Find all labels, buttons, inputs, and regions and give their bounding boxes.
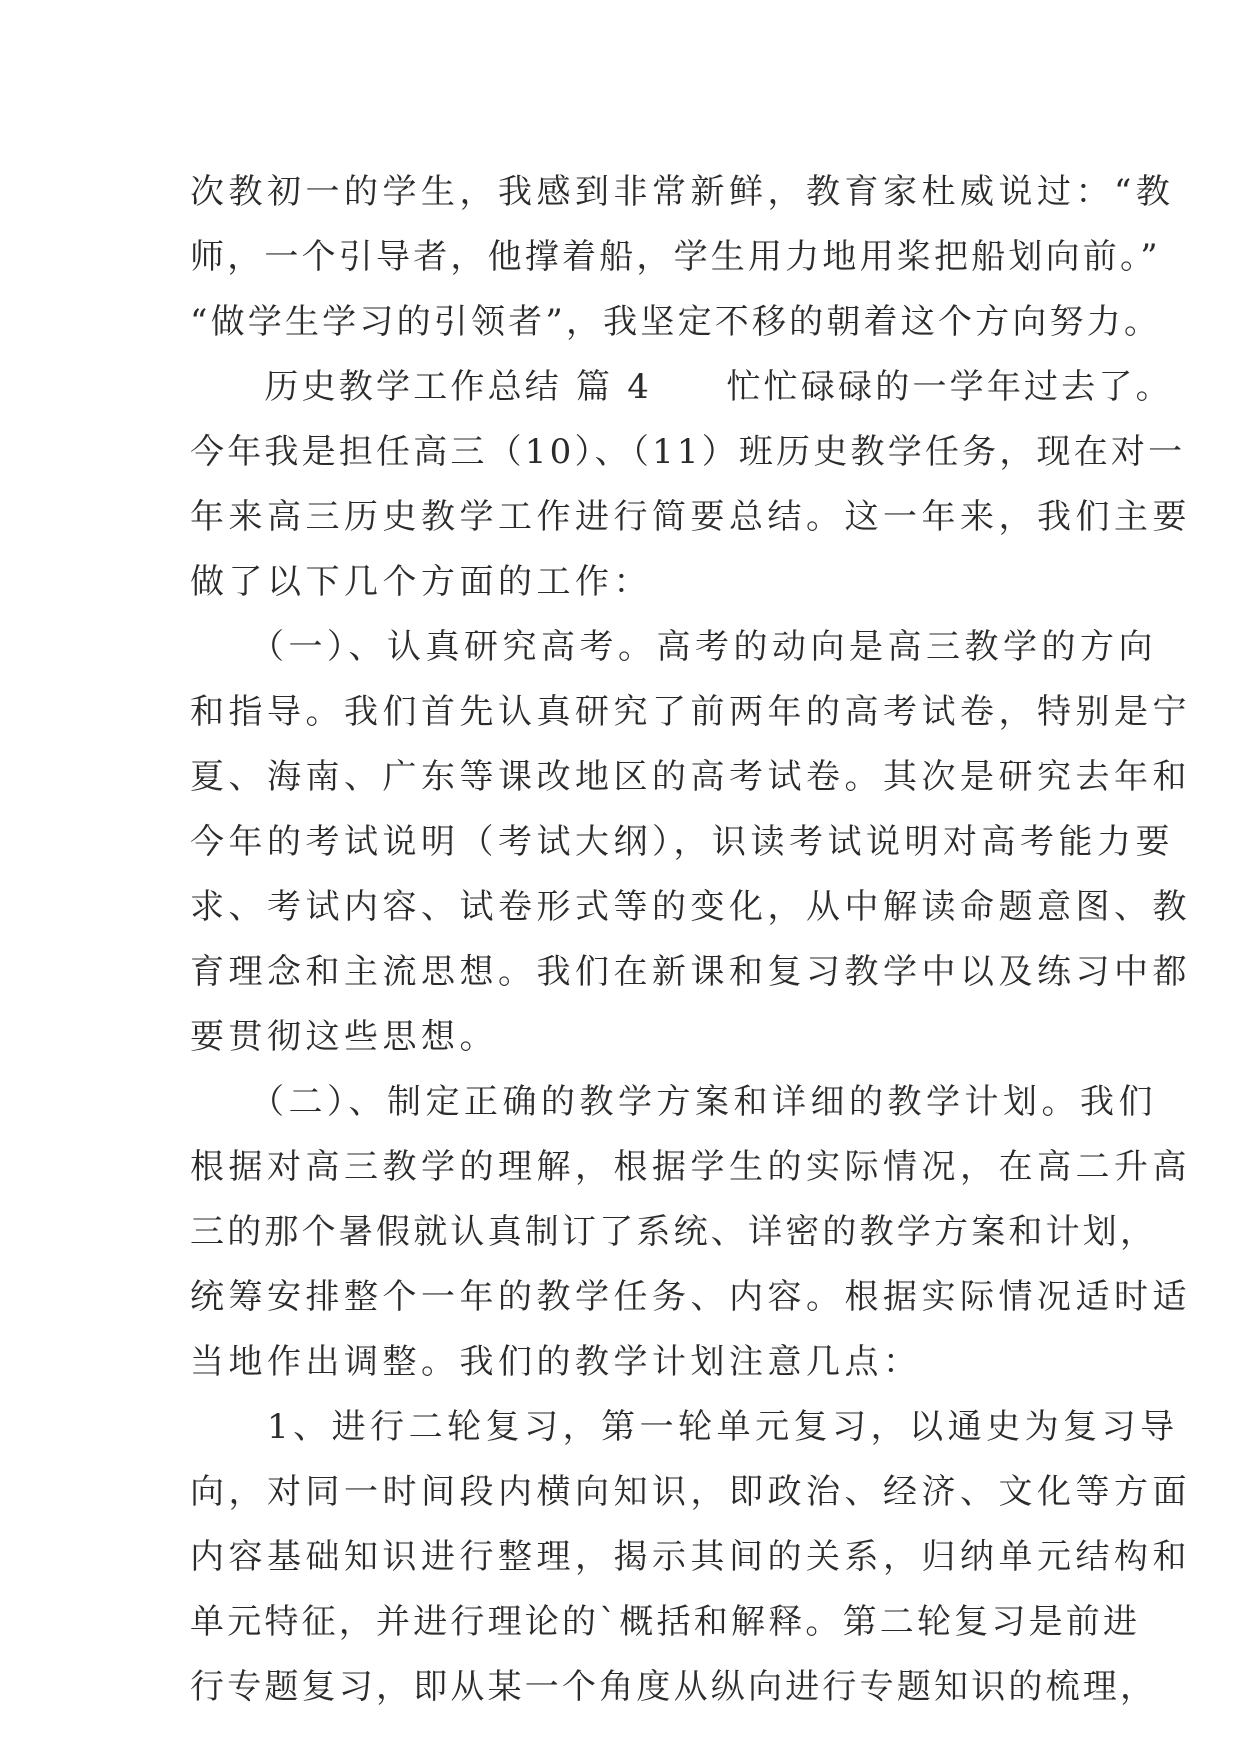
text-line: 年来高三历史教学工作进行简要总结。这一年来，我们主要 [190,497,1191,537]
text-line: 1、进行二轮复习，第一轮单元复习，以通史为复习导 [190,1407,1179,1447]
text-line: 师，一个引导者，他撑着船，学生用力地用桨把船划向前。” [190,237,1161,277]
text-line: 统筹安排整个一年的教学任务、内容。根据实际情况适时适 [190,1277,1191,1317]
text-line: 行专题复习，即从某一个角度从纵向进行专题知识的梳理， [190,1667,1158,1707]
text-line: 夏、海南、广东等课改地区的高考试卷。其次是研究去年和 [190,757,1191,797]
text-line: 当地作出调整。我们的教学计划注意几点： [190,1342,922,1382]
text-line: 要贯彻这些思想。 [190,1017,498,1057]
text-line: 求、考试内容、试卷形式等的变化，从中解读命题意图、教 [190,887,1191,927]
text-line: 今年的考试说明（考试大纲），识读考试说明对高考能力要 [190,822,1174,862]
text-line: 次教初一的学生，我感到非常新鲜，教育家杜威说过：“教 [190,172,1175,212]
text-line: （二）、制定正确的教学方案和详细的教学计划。我们 [190,1082,1157,1122]
section-heading-line: 历史教学工作总结 篇 4 忙忙碌碌的一学年过去了。 [190,367,1173,407]
text-line: 做了以下几个方面的工作： [190,562,652,602]
text-line: 和指导。我们首先认真研究了前两年的高考试卷，特别是宁 [190,692,1191,732]
text-line: 单元特征，并进行理论的`概括和解释。第二轮复习是前进 [190,1602,1141,1642]
text-line: 根据对高三教学的理解，根据学生的实际情况，在高二升高 [190,1147,1191,1187]
text-line: 三的那个暑假就认真制订了系统、详密的教学方案和计划， [190,1212,1158,1252]
text-line: （一）、认真研究高考。高考的动向是高三教学的方向 [190,627,1157,667]
text-line: 向，对同一时间段内横向知识，即政治、经济、文化等方面 [190,1472,1191,1512]
text-line: 内容基础知识进行整理，揭示其间的关系，归纳单元结构和 [190,1537,1191,1577]
text-line: 今年我是担任高三（10）、（11）班历史教学任务，现在对一 [190,432,1186,472]
text-line: 育理念和主流思想。我们在新课和复习教学中以及练习中都 [190,952,1191,992]
document-body [190,160,1191,1720]
text-line: “做学生学习的引领者”，我坚定不移的朝着这个方向努力。 [190,302,1162,342]
